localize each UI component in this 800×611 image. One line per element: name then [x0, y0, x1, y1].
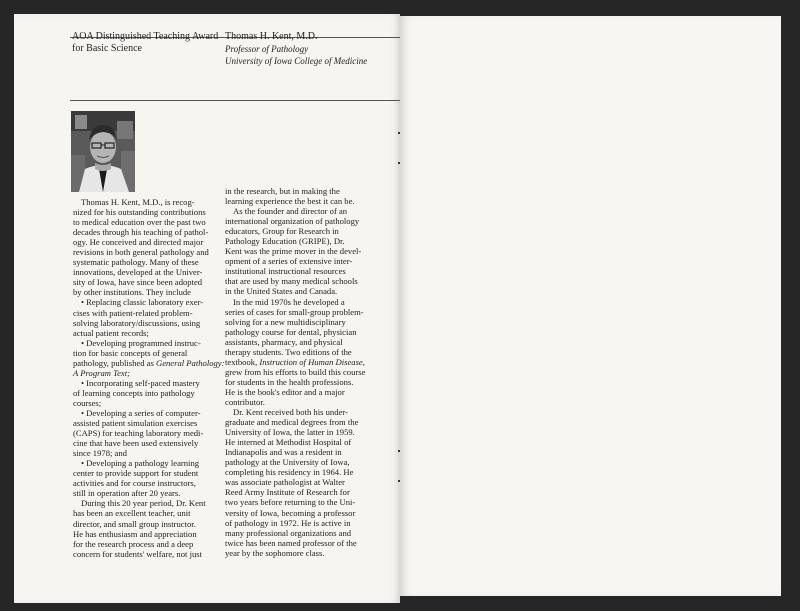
text-line: that are used by many medical schools: [225, 276, 358, 287]
text-line: • Developing programmed instruc-: [81, 337, 201, 348]
text-line: nized for his outstanding contributions: [73, 207, 206, 218]
text-line: Kent was the prime mover in the devel-: [225, 246, 362, 257]
text-line: Indianapolis and was a resident in: [225, 447, 342, 458]
text-line: He is the book's editor and a major: [225, 386, 345, 397]
text-line: In the mid 1970s he developed a: [233, 296, 345, 307]
text-line: for students in the health professions.: [225, 376, 354, 387]
text-line: actual patient records;: [73, 327, 149, 338]
text-line: • Incorporating self-paced mastery: [81, 377, 200, 388]
text-line: international organization of pathology: [225, 216, 360, 227]
text-line: for the research process and a deep: [73, 538, 194, 549]
text-line: [225, 357, 383, 367]
text-line: innovations, developed at the Univer-: [73, 267, 203, 278]
text-line: [73, 358, 223, 368]
text-line: by other institutions. They include: [73, 287, 191, 298]
text-line: tion for basic concepts of general: [73, 347, 188, 358]
text-line: decades through his teaching of pathol-: [73, 227, 209, 238]
text-line: assisted patient simulation exercises: [73, 418, 198, 429]
text-line: solving laboratory/discussions, using: [73, 317, 201, 328]
text-line: sity of Iowa, have since been adopted: [73, 277, 203, 288]
text-line: graduate and medical degrees from the: [225, 417, 359, 428]
text-line: University of Iowa, the latter in 1959.: [225, 427, 355, 438]
text-line: twice has been named professor of the: [225, 537, 357, 548]
text-line: was associate pathologist at Walter: [225, 477, 345, 488]
text-line: in the research, but in making the: [225, 186, 340, 196]
text-line: has been an excellent teacher, unit: [73, 508, 191, 519]
binding-mark: [398, 132, 400, 134]
binding-mark: [398, 480, 400, 482]
text-line: • Developing a series of computer-: [81, 407, 201, 418]
text-line: year by the sophomore class.: [225, 547, 325, 558]
book-title: Instruction of Human Disease,: [259, 356, 365, 367]
text-line: pathology at the University of Iowa,: [225, 457, 350, 468]
text-line: opment of a series of extensive inter-: [225, 256, 353, 267]
text-line: educators, Group for Research in: [225, 226, 339, 237]
text-line: cine that have been used extensively: [73, 438, 199, 449]
text-line: since 1978; and: [73, 448, 127, 459]
text-span: pathology, published as: [73, 357, 156, 368]
text-line: ogy. He conceived and directed major: [73, 237, 204, 248]
text-line: systematic pathology. Many of these: [73, 257, 199, 268]
person-title: Professor of Pathology: [225, 44, 309, 54]
text-line: activities and for course instructors,: [73, 478, 196, 489]
text-line: contributor.: [225, 396, 265, 407]
text-line: series of cases for small-group problem-: [225, 306, 364, 317]
text-line: Dr. Kent received both his under-: [233, 407, 348, 418]
text-line: grew from his efforts to build this course: [225, 366, 366, 377]
text-line: center to provide support for student: [73, 468, 199, 479]
book-title: General Pathology:: [155, 357, 225, 368]
text-line: cises with patient-related problem-: [73, 307, 193, 318]
text-line: versity of Iowa, becoming a professor: [225, 507, 356, 518]
text-line: Thomas H. Kent, M.D., is recog-: [81, 197, 195, 207]
text-line: [73, 368, 223, 378]
binding-mark: [398, 450, 400, 452]
text-line: (CAPS) for teaching laboratory medi-: [73, 428, 204, 439]
portrait-photo-image: [71, 111, 135, 192]
text-line: revisions in both general pathology and: [73, 247, 209, 258]
text-line: pathology course for dental, physician: [225, 326, 357, 337]
text-line: to medical education over the past two: [73, 217, 206, 228]
text-line: He has enthusiasm and appreciation: [73, 528, 197, 539]
text-line: courses;: [73, 397, 102, 408]
text-line: assistants, pharmacy, and physical: [225, 336, 343, 347]
award-title: [72, 31, 222, 55]
text-line: concern for students' welfare, not just: [73, 548, 202, 559]
text-line: • Replacing classic laboratory exer-: [81, 297, 204, 308]
text-line: of learning concepts into pathology: [73, 387, 195, 398]
text-line: two years before returning to the Uni-: [225, 497, 356, 508]
book-title: A Program Text;: [73, 367, 130, 378]
text-column-left: [73, 197, 223, 559]
person-info: [225, 31, 395, 67]
person-affiliation: University of Iowa College of Medicine: [225, 56, 368, 66]
text-column-right: [225, 186, 383, 558]
binding-mark: [398, 162, 400, 164]
text-line: As the founder and director of an: [233, 206, 348, 217]
portrait-photo: [71, 111, 135, 192]
text-line: • Developing a pathology learning: [81, 458, 200, 469]
text-line: many professional organizations and: [225, 527, 352, 538]
text-line: therapy students. Two editions of the: [225, 346, 352, 357]
award-title-line2: for Basic Science: [72, 43, 142, 54]
text-line: Reed Army Institute of Research for: [225, 487, 350, 498]
text-line: learning experience the best it can be.: [225, 196, 355, 207]
text-line: He interned at Methodist Hospital of: [225, 437, 352, 448]
text-line: director, and small group instructor.: [73, 518, 196, 529]
right-page: [400, 16, 781, 596]
text-line: solving for a new multidisciplinary: [225, 316, 346, 327]
text-line: completing his residency in 1964. He: [225, 467, 354, 478]
text-line: During this 20 year period, Dr. Kent: [81, 498, 206, 509]
text-line: in the United States and Canada.: [225, 286, 338, 297]
header-rule-bottom: [70, 100, 400, 101]
award-title-line1: AOA Distinguished Teaching Award: [72, 31, 219, 42]
text-line: still in operation after 20 years.: [73, 488, 181, 499]
person-name: Thomas H. Kent, M.D.: [225, 31, 318, 42]
text-line: institutional instructional resources: [225, 266, 346, 277]
text-span: textbook,: [225, 356, 260, 367]
text-line: Pathology Education (GRIPE), Dr.: [225, 236, 345, 247]
text-line: of pathology in 1972. He is active in: [225, 517, 351, 528]
